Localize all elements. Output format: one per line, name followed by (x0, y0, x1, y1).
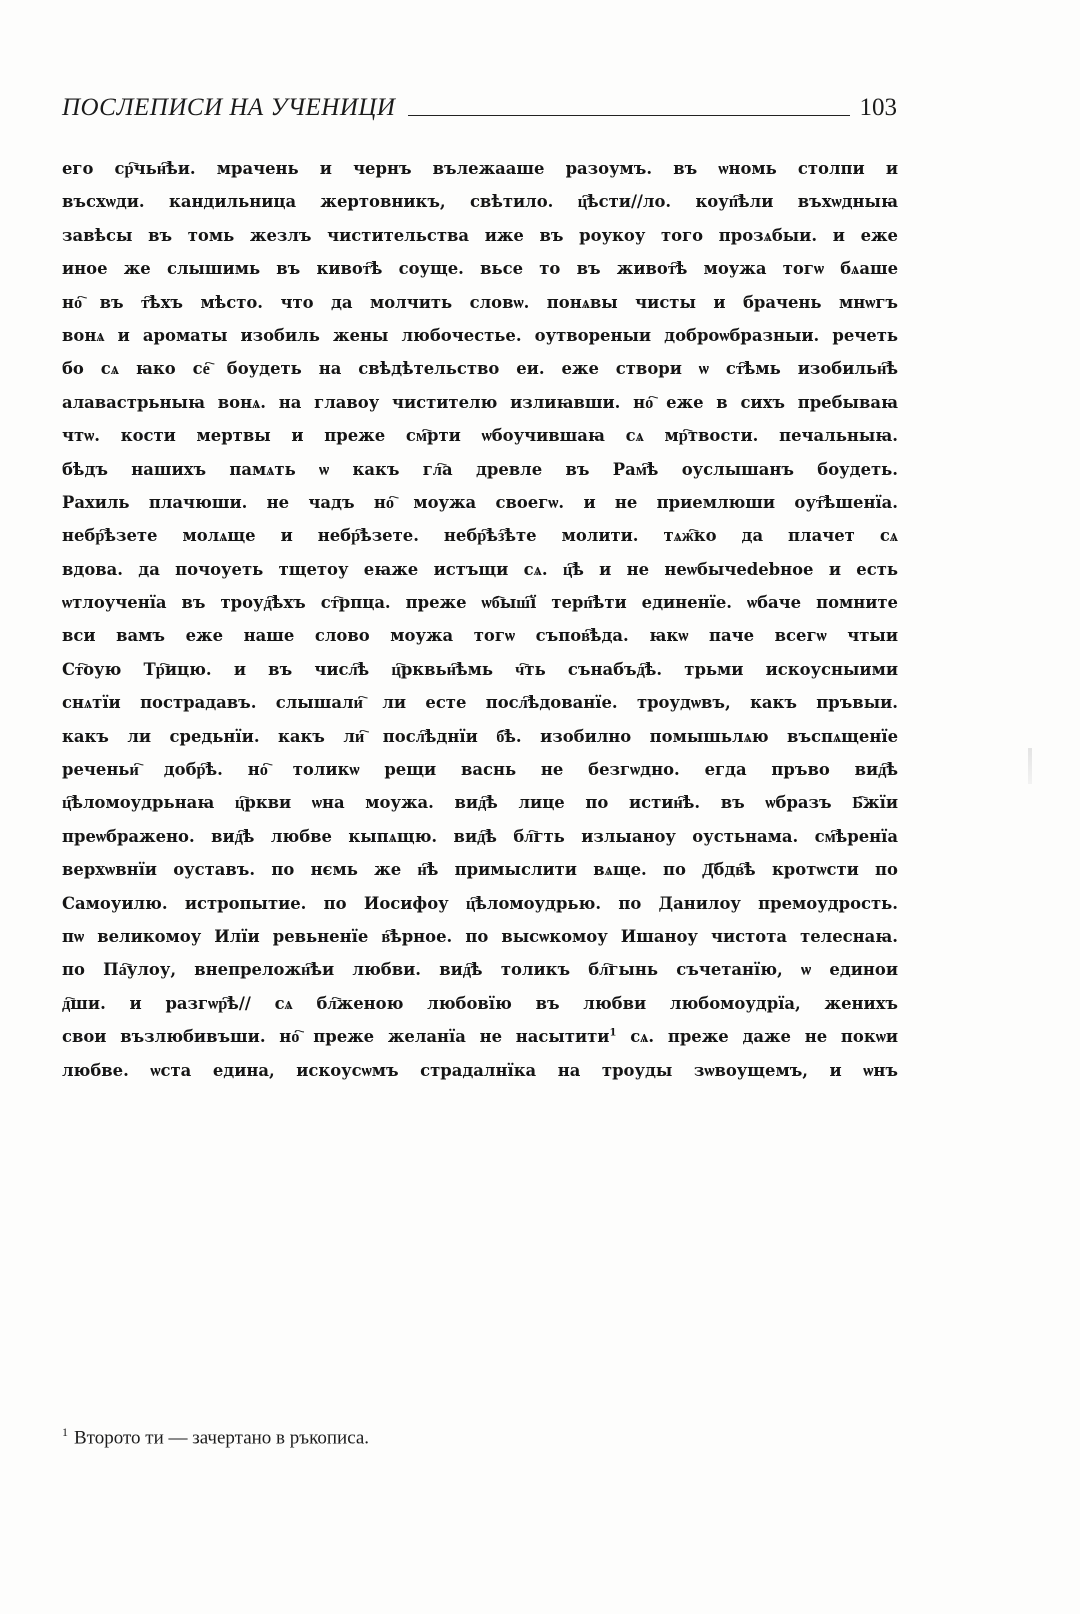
text-line: пѡ великомоу Илїи ревьненїе в҇ѣрное. по высѡкомоу Ишаноу чистота телеснаꙗ. (62, 926, 898, 946)
margin-speck (1028, 748, 1032, 784)
text-line: снѧтїи пострадавъ. слышали҇ ли есте посл҇ѣдованїе. троудѡвъ, какъ пръвыи. (62, 693, 898, 713)
text-line: вси вамъ еже наше слово моужа тогѡ съпов҇ѣда. ꙗкѡ паче всегѡ чтыи (62, 626, 898, 646)
running-head (62, 88, 897, 122)
text-line: небр҇ѣзете молѧще и небр҇ѣзете. небр҇ѣз҇ѣте молити. тѧж҇ко да плачет сѧ (62, 526, 898, 546)
text-line: чтѡ. кости мертвы и преже см҇рти ѡбоучившаꙗ сѧ мр҇твости. печальныꙗ. (62, 426, 898, 446)
text-line: д҇ши. и разгѡр҇ѣ// сѧ бл҇женою любовїю въ любви любомоудрїа, женихъ (62, 993, 898, 1013)
text-line: Самоуилю. истропытие. по Иосифоу ц҇ѣломоудрью. по Данилоу премоудрость. (62, 893, 898, 913)
footnote-reference[interactable]: 1 (609, 1027, 617, 1039)
text-line: вдова. да почоуеть тщетоу еꙗже истъщи сѧ. ц҇ѣ и не неѡбычеdebное и есть (62, 559, 898, 579)
text-line: его ср҇чьн҇ѣи. мрачень и чернъ вълежааше разоумъ. въ ѡномь столпи и (62, 159, 898, 178)
text-line: ц҇ѣломоудрьнаꙗ ц҇ркви ѡна моужа. вид҇ѣ лице по истин҇ѣ. въ ѡбразъ Б҇жїи (62, 793, 898, 813)
footnote-text: Второто ти — зачертано в ръкописа. (74, 1427, 370, 1449)
text-line: любве. ѡста едина, искоусѡмъ страдалнїка на троуды зѡвоущемъ, и ѡнъ (62, 1060, 898, 1080)
text-line: бо сѧ ꙗко се҇ боудеть на свѣдѣтельство еи. еже створи ѡ ст҇ѣмь изобильн҇ѣ (62, 359, 898, 379)
main-text-block (62, 152, 898, 1087)
page-number: 103 (859, 94, 897, 121)
text-line: Ст҇оую Тр҇ицю. и въ числ҇ѣ ц҇рквьн҇ѣмь ч҇ть сънабъд҇ѣ. трьми искоусныими (62, 659, 898, 679)
text-line: завѣсы въ томь жезлъ чистительства иже въ роукоу того прозѧбыи. и еже (62, 225, 898, 245)
footnote-number: 1 (62, 1425, 68, 1439)
text-line: какъ ли средьнїи. какъ ли҇ посл҇ѣднїи б҇ѣ. изобилно помышьлѧю въспѧщенїе (62, 726, 898, 746)
header-rule (408, 115, 850, 116)
text-line: верхѡвнїи оуставъ. по нємь же н҇ѣ примыслити вѧще. по Д҇бдв҇ѣ кротѡсти по (62, 860, 898, 880)
text-line: ѡтлоученїа въ троуд҇ѣхъ ст҇рпца. преже ѡб҇ыш҇ї терп҇ѣти единенїе. ѡбаче помните (62, 593, 898, 613)
text-line: но҇ въ т҇ѣхъ мѣсто. что да молчить словѡ. понѧвы чисты и брачень мнѡгъ (62, 292, 898, 312)
text-line: вонѧ и ароматы изобиль жены любочестье. оутвореныи доброѡбразныи. речеть (62, 325, 898, 345)
text-line: алавастрьныꙗ вонѧ. на главоу чистителю излиꙗвши. но҇ еже в сихъ пребываꙗ (62, 392, 898, 412)
footnote (62, 1425, 898, 1449)
text-line: иное же слышимь въ кивот҇ѣ соуще. вьсе то въ живот҇ѣ моужа тогѡ бѧаше (62, 259, 898, 279)
text-line: по Па҇улоу, внепреложн҇ѣи любви. вид҇ѣ толикъ бл҇гынь съчетанїю, ѡ единои (62, 960, 898, 980)
text-line: преѡбражено. вид҇ѣ любве кыпѧщю. вид҇ѣ бл҇гть излыаноу оустьнама. см҇ѣренїа (62, 826, 898, 846)
text-line: реченьи҇ добр҇ѣ. но҇ толикѡ рещи васнь не безгѡдно. егда пръво вид҇ѣ (62, 760, 898, 780)
text-line: Рахиль плачюши. не чадъ но҇ моужа своегѡ. и не приемлюши оут҇ѣшенїа. (62, 492, 898, 512)
text-line: въсхѡди. кандильница жертовникъ, свѣтило. ц҇ѣсти//ло. коуп҇ѣли въхѡдныꙗ (62, 192, 898, 212)
text-line: свои възлюбивъши. но҇ преже желанїа не насытити$^1$ сѧ. преже даже не покѡи (62, 1027, 898, 1047)
text-line: бѣдъ нашихъ памѧть ѡ какъ гл҇а древле въ Рам҇ѣ оуслышанъ боудеть. (62, 459, 898, 479)
running-title: ПОСЛЕПИСИ НА УЧЕНИЦИ (62, 94, 396, 121)
